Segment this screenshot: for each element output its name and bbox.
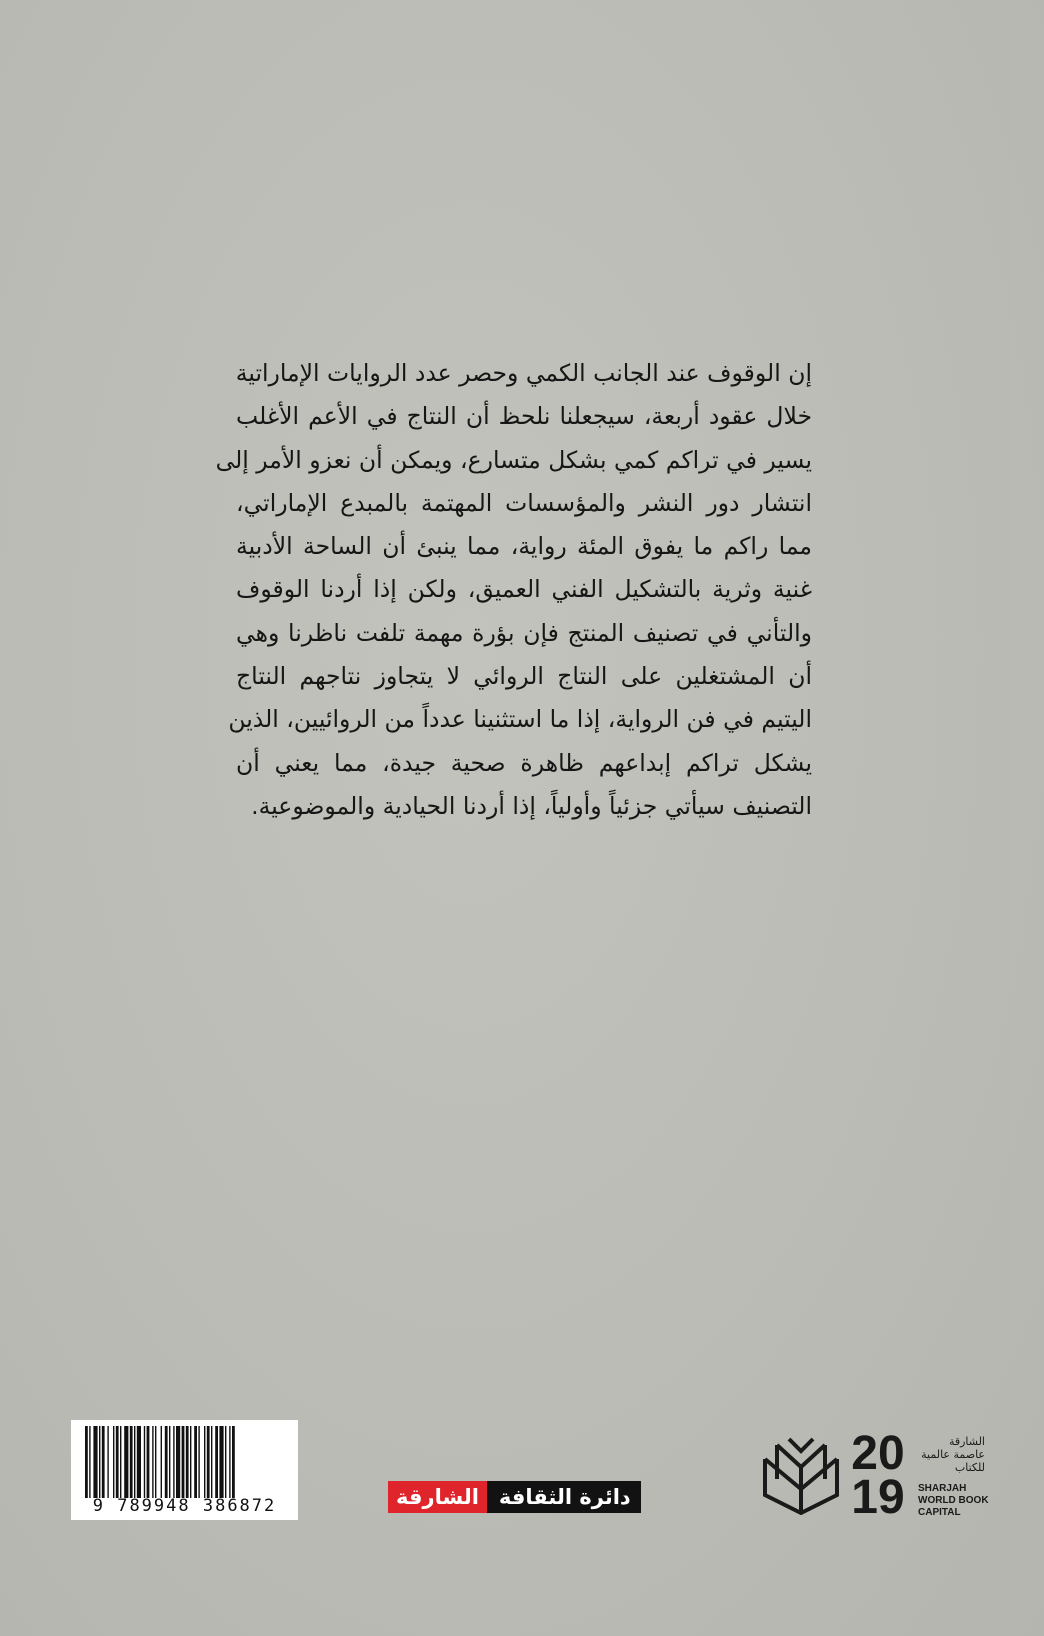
blurb-line: يشكل تراكم إبداعهم ظاهرة صحية جيدة، مما يعني أن xyxy=(236,748,812,777)
wbc-en-line: CAPITAL xyxy=(918,1507,961,1518)
barcode-bar xyxy=(155,1426,156,1498)
blurb-line: أن المشتغلين على النتاج الروائي لا يتجاوز نتاجهم النتاج xyxy=(236,662,812,691)
barcode-bar xyxy=(120,1426,121,1498)
barcode-bar xyxy=(134,1426,135,1498)
barcode-bar xyxy=(207,1426,210,1498)
publisher-name: دائرة الثقافة xyxy=(487,1481,641,1513)
barcode-bar xyxy=(194,1426,197,1498)
blurb-line: اليتيم في فن الرواية، إذا ما استثنينا عدداً من الروائيين، الذين xyxy=(228,705,812,734)
barcode-bar xyxy=(85,1426,88,1498)
barcode-bar xyxy=(198,1426,199,1498)
isbn-digits: 9 789948 386872 xyxy=(92,1496,277,1516)
barcode-bar xyxy=(113,1426,114,1498)
barcode-bar xyxy=(211,1426,212,1498)
barcode-bar xyxy=(124,1426,128,1498)
barcode-bar xyxy=(107,1426,108,1498)
barcode-bar xyxy=(219,1426,223,1498)
barcode-bar xyxy=(144,1426,145,1498)
wbc-ar-line: الشارقة xyxy=(948,1435,985,1448)
barcode-bar xyxy=(130,1426,133,1498)
barcode-bar xyxy=(93,1426,97,1498)
blurb-line: مما راكم ما يفوق المئة رواية، مما ينبئ أن الساحة الأدبية xyxy=(236,532,812,561)
barcode-bar xyxy=(215,1426,218,1498)
blurb-line: يسير في تراكم كمي بشكل متسارع، ويمكن أن نعزو الأمر إلى xyxy=(215,445,812,474)
world-book-capital-english xyxy=(918,1483,1018,1519)
barcode-bar xyxy=(116,1426,119,1498)
barcode-bars xyxy=(85,1426,285,1498)
blurb-line: انتشار دور النشر والمؤسسات المهتمة بالمبدع الإماراتي، xyxy=(236,488,812,517)
barcode-bar xyxy=(204,1426,205,1498)
barcode-bar xyxy=(229,1426,230,1498)
blurb-line: والتأني في تصنيف المنتج فإن بؤرة مهمة تلفت ناظرنا وهي xyxy=(236,618,812,647)
barcode-bar xyxy=(182,1426,185,1498)
barcode-bar xyxy=(190,1426,191,1498)
world-book-capital-arabic xyxy=(915,1435,985,1474)
wbc-ar-line: عاصمة عالمية xyxy=(921,1448,985,1461)
barcode-bar xyxy=(169,1426,170,1498)
publisher-city: الشارقة xyxy=(388,1481,487,1513)
barcode-bar xyxy=(176,1426,180,1498)
barcode-bar xyxy=(152,1426,153,1498)
year-bottom: 19 xyxy=(851,1471,905,1524)
blurb-line: التصنيف سيأتي جزئياً وأولياً، إذا أردنا الحيادية والموضوعية. xyxy=(251,791,812,820)
wbc-en-line: SHARJAH xyxy=(918,1483,967,1494)
barcode-bar xyxy=(137,1426,141,1498)
year-top: 20 xyxy=(851,1427,905,1480)
isbn-barcode xyxy=(71,1420,298,1520)
barcode-bar xyxy=(89,1426,90,1498)
open-book-logo-icon xyxy=(761,1437,841,1515)
barcode-bar xyxy=(99,1426,100,1498)
barcode-bar xyxy=(161,1426,162,1498)
wbc-ar-line: للكتاب xyxy=(954,1461,985,1474)
barcode-bar xyxy=(147,1426,150,1498)
publisher-logo xyxy=(388,1481,641,1513)
barcode-bar xyxy=(173,1426,174,1498)
world-book-capital-year xyxy=(848,1427,908,1524)
back-cover-blurb xyxy=(215,352,812,828)
blurb-line: إن الوقوف عند الجانب الكمي وحصر عدد الروايات الإماراتية xyxy=(235,359,812,387)
wbc-en-line: WORLD BOOK xyxy=(918,1495,989,1506)
barcode-bar xyxy=(186,1426,189,1498)
blurb-line: غنية وثرية بالتشكيل الفني العميق، ولكن إذا أردنا الوقوف xyxy=(236,575,812,604)
barcode-bar xyxy=(232,1426,235,1498)
barcode-bar xyxy=(165,1426,168,1498)
barcode-bar xyxy=(102,1426,105,1498)
barcode-bar xyxy=(225,1426,226,1498)
blurb-line: خلال عقود أربعة، سيجعلنا نلحظ أن النتاج في الأعم الأغلب xyxy=(236,402,812,431)
